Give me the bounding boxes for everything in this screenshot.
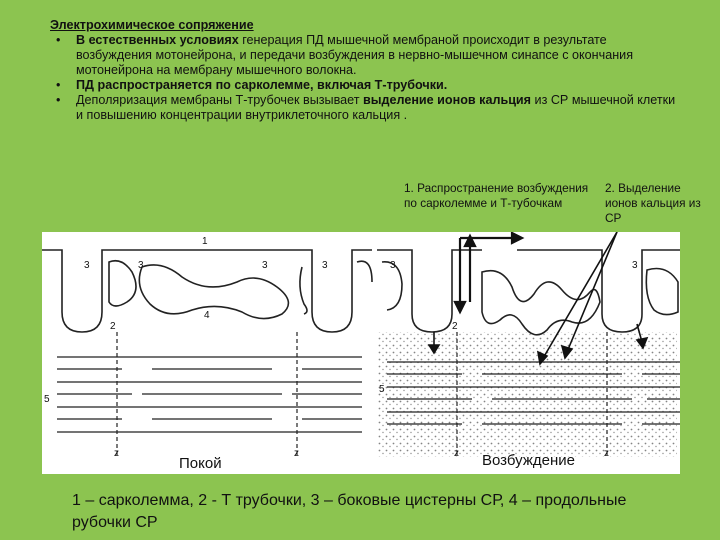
label-3: 3: [138, 260, 144, 271]
bullet-pre: Деполяризация мембраны Т-трубочек вызывает: [76, 93, 363, 107]
bullet-bold: ПД распространяется по сарколемме, включая Т-трубочки.: [76, 78, 448, 92]
label-z: z: [294, 448, 299, 459]
bullet-text: из СР мышечной клетки и повышению концентрации внутриклеточного кальция .: [76, 93, 676, 122]
label-1: 1: [202, 236, 208, 247]
label-z: z: [454, 448, 459, 459]
label-3: 3: [262, 260, 268, 271]
label-5: 5: [379, 384, 385, 395]
bullet-text: генерация ПД мышечной мембраной происходит в результате возбуждения мотонейрона, и передачи возбуждения в нервно-мышечном синапсе с окончания мотонейрона на мембрану мышечного волокна.: [76, 33, 634, 77]
bullet-bold: выделение ионов кальция: [362, 93, 532, 107]
bullet-item: [50, 93, 680, 123]
label-3: 3: [322, 260, 328, 271]
excited-caption: Возбуждение: [482, 452, 575, 469]
slide-title: Электрохимическое сопряжение: [50, 18, 254, 32]
label-4: 4: [204, 310, 210, 321]
bullet-item: [50, 33, 680, 78]
rest-caption: Покой: [179, 455, 222, 472]
diagram-legend: 1 – сарколемма, 2 - Т трубочки, 3 – боковые цистерны СР, 4 – продольные рубочки СР: [72, 492, 627, 531]
label-3: 3: [390, 260, 396, 271]
slide-text: [50, 18, 680, 123]
label-2: 2: [452, 321, 458, 332]
diagram-bottom-edge: [42, 474, 680, 484]
bullet-list: [50, 33, 680, 123]
label-3: 3: [632, 260, 638, 271]
muscle-diagram: [42, 232, 680, 484]
bullet-item: [50, 78, 680, 93]
callout-calcium-release: 2. Выделение ионов кальция из СР: [605, 181, 701, 225]
calcium-cloud: [377, 332, 677, 457]
label-z: z: [114, 448, 119, 459]
label-z: z: [604, 448, 609, 459]
callout-propagation: 1. Распространение возбуждения по сарколемме и Т-тубочкам: [404, 181, 589, 210]
bullet-bold: В естественных условиях: [76, 33, 239, 47]
label-3: 3: [84, 260, 90, 271]
label-5: 5: [44, 394, 50, 405]
label-2: 2: [110, 321, 116, 332]
